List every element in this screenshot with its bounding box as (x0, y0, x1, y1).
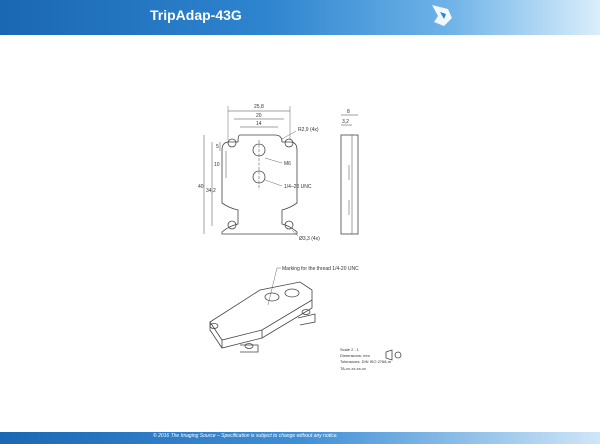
dim-radius: R2,9 (4x) (298, 127, 319, 133)
isometric-view (210, 282, 312, 340)
marking-note: Marking for the thread 1/4-20 UNC (282, 266, 359, 272)
dim-h5: 5 (216, 144, 219, 150)
dim-width-total: 25,8 (254, 104, 264, 110)
scale-line-1: Scale 2 : 1 (340, 347, 359, 352)
scale-line-2: Dimensions: mm (340, 353, 370, 358)
dim-side-32: 3,2 (342, 119, 349, 125)
side-view-outline (341, 135, 358, 234)
corner-hole-tr (285, 139, 293, 147)
corner-hole-tl (228, 139, 236, 147)
dim-h10: 10 (214, 162, 220, 168)
dim-side-8: 8 (347, 109, 350, 115)
dim-m6: M6 (284, 161, 291, 167)
dim-width-14: 14 (256, 121, 262, 127)
page-title: TripAdap-43G (150, 7, 242, 23)
dim-h34: 34,2 (206, 188, 216, 194)
dim-hole: Ø3,3 (4x) (299, 236, 320, 242)
projection-symbol-icon (395, 352, 401, 358)
dim-width-20: 20 (256, 113, 262, 119)
page-footer (0, 432, 600, 444)
scale-line-4: TA-xx-xx-xx-xx (340, 366, 367, 371)
dim-unc: 1/4–20 UNC (284, 184, 312, 190)
dim-h40: 40 (198, 184, 204, 190)
footer-text: © 2016 The Imaging Source – Specification is subject to change without any notice. (153, 433, 338, 439)
scale-line-3: Tolerances: DIN ISO 2768-m (340, 359, 392, 364)
